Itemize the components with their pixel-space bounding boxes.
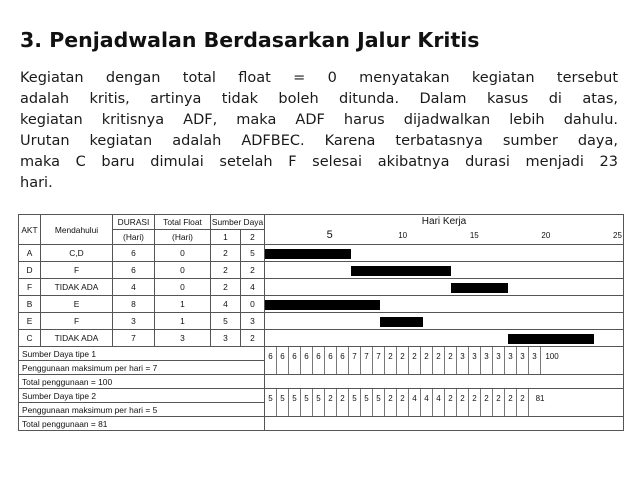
- resource1-daily: [265, 347, 624, 375]
- daily-usage: 2: [397, 347, 409, 374]
- schedule-table: [18, 214, 624, 431]
- gantt-bar-d: [351, 266, 451, 276]
- gantt-bar-e: [380, 317, 423, 327]
- cell-sd1: 2: [211, 262, 241, 279]
- cell-mendahului: E: [41, 296, 113, 313]
- activity-row: [19, 245, 624, 262]
- daily-usage: 2: [481, 389, 493, 416]
- resource1-label: Sumber Daya tipe 1: [19, 347, 265, 361]
- daily-usage: 7: [349, 347, 361, 374]
- daily-usage: 3: [457, 347, 469, 374]
- day-tick: 5: [326, 229, 333, 241]
- paragraph-line: Urutan kegiatan adalah ADFBEC. Karena terbatasnya sumber daya,: [20, 133, 618, 149]
- cell-akt: D: [19, 262, 41, 279]
- cell-akt: B: [19, 296, 41, 313]
- daily-usage: 7: [373, 347, 385, 374]
- daily-usage: 5: [373, 389, 385, 416]
- total-usage: 81: [535, 394, 545, 403]
- resource1-blank: [265, 375, 624, 389]
- resource1-total: Total penggunaan = 100: [19, 375, 265, 389]
- daily-usage: 4: [421, 389, 433, 416]
- header-sd1: 1: [211, 230, 241, 245]
- day-tick: 10: [398, 231, 408, 240]
- daily-usage: 3: [481, 347, 493, 374]
- paragraph-line: hari.: [20, 175, 53, 191]
- day-tick: 25: [613, 231, 622, 240]
- cell-sd2: 2: [241, 330, 265, 347]
- hari-kerja-label: Hari Kerja: [421, 216, 467, 227]
- gantt-cell: [265, 279, 624, 296]
- cell-durasi: 4: [113, 279, 155, 296]
- daily-usage: 2: [493, 389, 505, 416]
- daily-usage: 2: [409, 347, 421, 374]
- daily-usage: 2: [445, 389, 457, 416]
- cell-float: 1: [155, 296, 211, 313]
- activity-row: [19, 279, 624, 296]
- explanation-paragraph: [20, 68, 618, 194]
- resource1-max: Penggunaan maksimum per hari = 7: [19, 361, 265, 375]
- cell-sd2: 3: [241, 313, 265, 330]
- paragraph-line: Kegiatan dengan total float = 0 menyatakan kegiatan tersebut: [20, 70, 618, 86]
- cell-mendahului: F: [41, 313, 113, 330]
- gantt-bar-b: [265, 300, 380, 310]
- daily-usage: 2: [421, 347, 433, 374]
- header-sumber-daya: Sumber Daya: [211, 215, 265, 230]
- schedule-table-image: [18, 214, 623, 446]
- cell-mendahului: TIDAK ADA: [41, 279, 113, 296]
- header-durasi: DURASI: [113, 215, 155, 230]
- cell-sd2: 5: [241, 245, 265, 262]
- cell-durasi: 3: [113, 313, 155, 330]
- cell-durasi: 8: [113, 296, 155, 313]
- daily-usage: 3: [517, 347, 529, 374]
- gantt-cell: [265, 296, 624, 313]
- daily-usage: 2: [469, 389, 481, 416]
- cell-durasi: 7: [113, 330, 155, 347]
- cell-sd1: 3: [211, 330, 241, 347]
- cell-durasi: 6: [113, 262, 155, 279]
- header-total-float: Total Float: [155, 215, 211, 230]
- gantt-bar-f: [451, 283, 508, 293]
- daily-usage: 5: [349, 389, 361, 416]
- gantt-bar-c: [508, 334, 594, 344]
- daily-usage: 6: [265, 347, 277, 374]
- cell-mendahului: TIDAK ADA: [41, 330, 113, 347]
- paragraph-line: adalah kritis, artinya tidak boleh ditunda. Dalam kasus di atas,: [20, 91, 618, 107]
- daily-usage: 5: [301, 389, 313, 416]
- gantt-cell: [265, 262, 624, 279]
- gantt-cell: [265, 245, 624, 262]
- daily-usage: 2: [397, 389, 409, 416]
- daily-usage: 6: [289, 347, 301, 374]
- cell-akt: F: [19, 279, 41, 296]
- cell-akt: E: [19, 313, 41, 330]
- resource2-label: Sumber Daya tipe 2: [19, 389, 265, 403]
- day-tick: 15: [469, 231, 479, 240]
- gantt-cell: [265, 313, 624, 330]
- cell-float: 1: [155, 313, 211, 330]
- header-float-unit: (Hari): [155, 230, 211, 245]
- cell-float: 0: [155, 279, 211, 296]
- header-mendahului: Mendahului: [41, 215, 113, 245]
- daily-usage: 6: [277, 347, 289, 374]
- daily-usage: 5: [265, 389, 277, 416]
- daily-usage: 5: [361, 389, 373, 416]
- cell-sd1: 4: [211, 296, 241, 313]
- slide-title: 3. Penjadwalan Berdasarkan Jalur Kritis: [20, 28, 480, 52]
- daily-usage: 5: [277, 389, 289, 416]
- gantt-bar-a: [265, 249, 351, 259]
- cell-sd2: 0: [241, 296, 265, 313]
- cell-mendahului: C,D: [41, 245, 113, 262]
- daily-usage: 5: [313, 389, 325, 416]
- cell-float: 0: [155, 245, 211, 262]
- cell-float: 0: [155, 262, 211, 279]
- daily-usage: 2: [457, 389, 469, 416]
- daily-usage: 2: [325, 389, 337, 416]
- header-durasi-unit: (Hari): [113, 230, 155, 245]
- daily-usage: 7: [361, 347, 373, 374]
- cell-float: 3: [155, 330, 211, 347]
- day-tick: 20: [541, 231, 551, 240]
- cell-sd2: 4: [241, 279, 265, 296]
- cell-mendahului: F: [41, 262, 113, 279]
- daily-usage: 2: [517, 389, 529, 416]
- activity-row: [19, 313, 624, 330]
- daily-usage: 6: [337, 347, 349, 374]
- daily-usage: 2: [337, 389, 349, 416]
- cell-sd1: 5: [211, 313, 241, 330]
- gantt-cell: [265, 330, 624, 347]
- header-sd2: 2: [241, 230, 265, 245]
- daily-usage: 6: [301, 347, 313, 374]
- cell-sd1: 2: [211, 279, 241, 296]
- cell-durasi: 6: [113, 245, 155, 262]
- resource2-blank: [265, 417, 624, 431]
- resource2-total: Total penggunaan = 81: [19, 417, 265, 431]
- daily-usage: 2: [385, 347, 397, 374]
- daily-usage: 3: [469, 347, 481, 374]
- paragraph-line: maka C baru dimulai setelah F selesai akibatnya durasi menjadi 23: [20, 154, 618, 170]
- daily-usage: 2: [385, 389, 397, 416]
- daily-usage: 3: [505, 347, 517, 374]
- daily-usage: 3: [529, 347, 541, 374]
- daily-usage: 6: [325, 347, 337, 374]
- cell-sd2: 2: [241, 262, 265, 279]
- resource2-daily: [265, 389, 624, 417]
- daily-usage: 5: [289, 389, 301, 416]
- activity-row: [19, 330, 624, 347]
- total-usage: 100: [545, 352, 559, 361]
- header-hari-kerja: [265, 215, 624, 245]
- header-akt: AKT: [19, 215, 41, 245]
- paragraph-line: kegiatan kritisnya ADF, maka ADF harus dijadwalkan lebih dahulu.: [20, 112, 618, 128]
- resource2-max: Penggunaan maksimum per hari = 5: [19, 403, 265, 417]
- activity-row: [19, 296, 624, 313]
- daily-usage: 4: [433, 389, 445, 416]
- daily-usage: 3: [493, 347, 505, 374]
- daily-usage: 2: [505, 389, 517, 416]
- daily-usage: 2: [445, 347, 457, 374]
- cell-sd1: 2: [211, 245, 241, 262]
- daily-usage: 4: [409, 389, 421, 416]
- activity-row: [19, 262, 624, 279]
- daily-usage: 2: [433, 347, 445, 374]
- cell-akt: A: [19, 245, 41, 262]
- daily-usage: 6: [313, 347, 325, 374]
- cell-akt: C: [19, 330, 41, 347]
